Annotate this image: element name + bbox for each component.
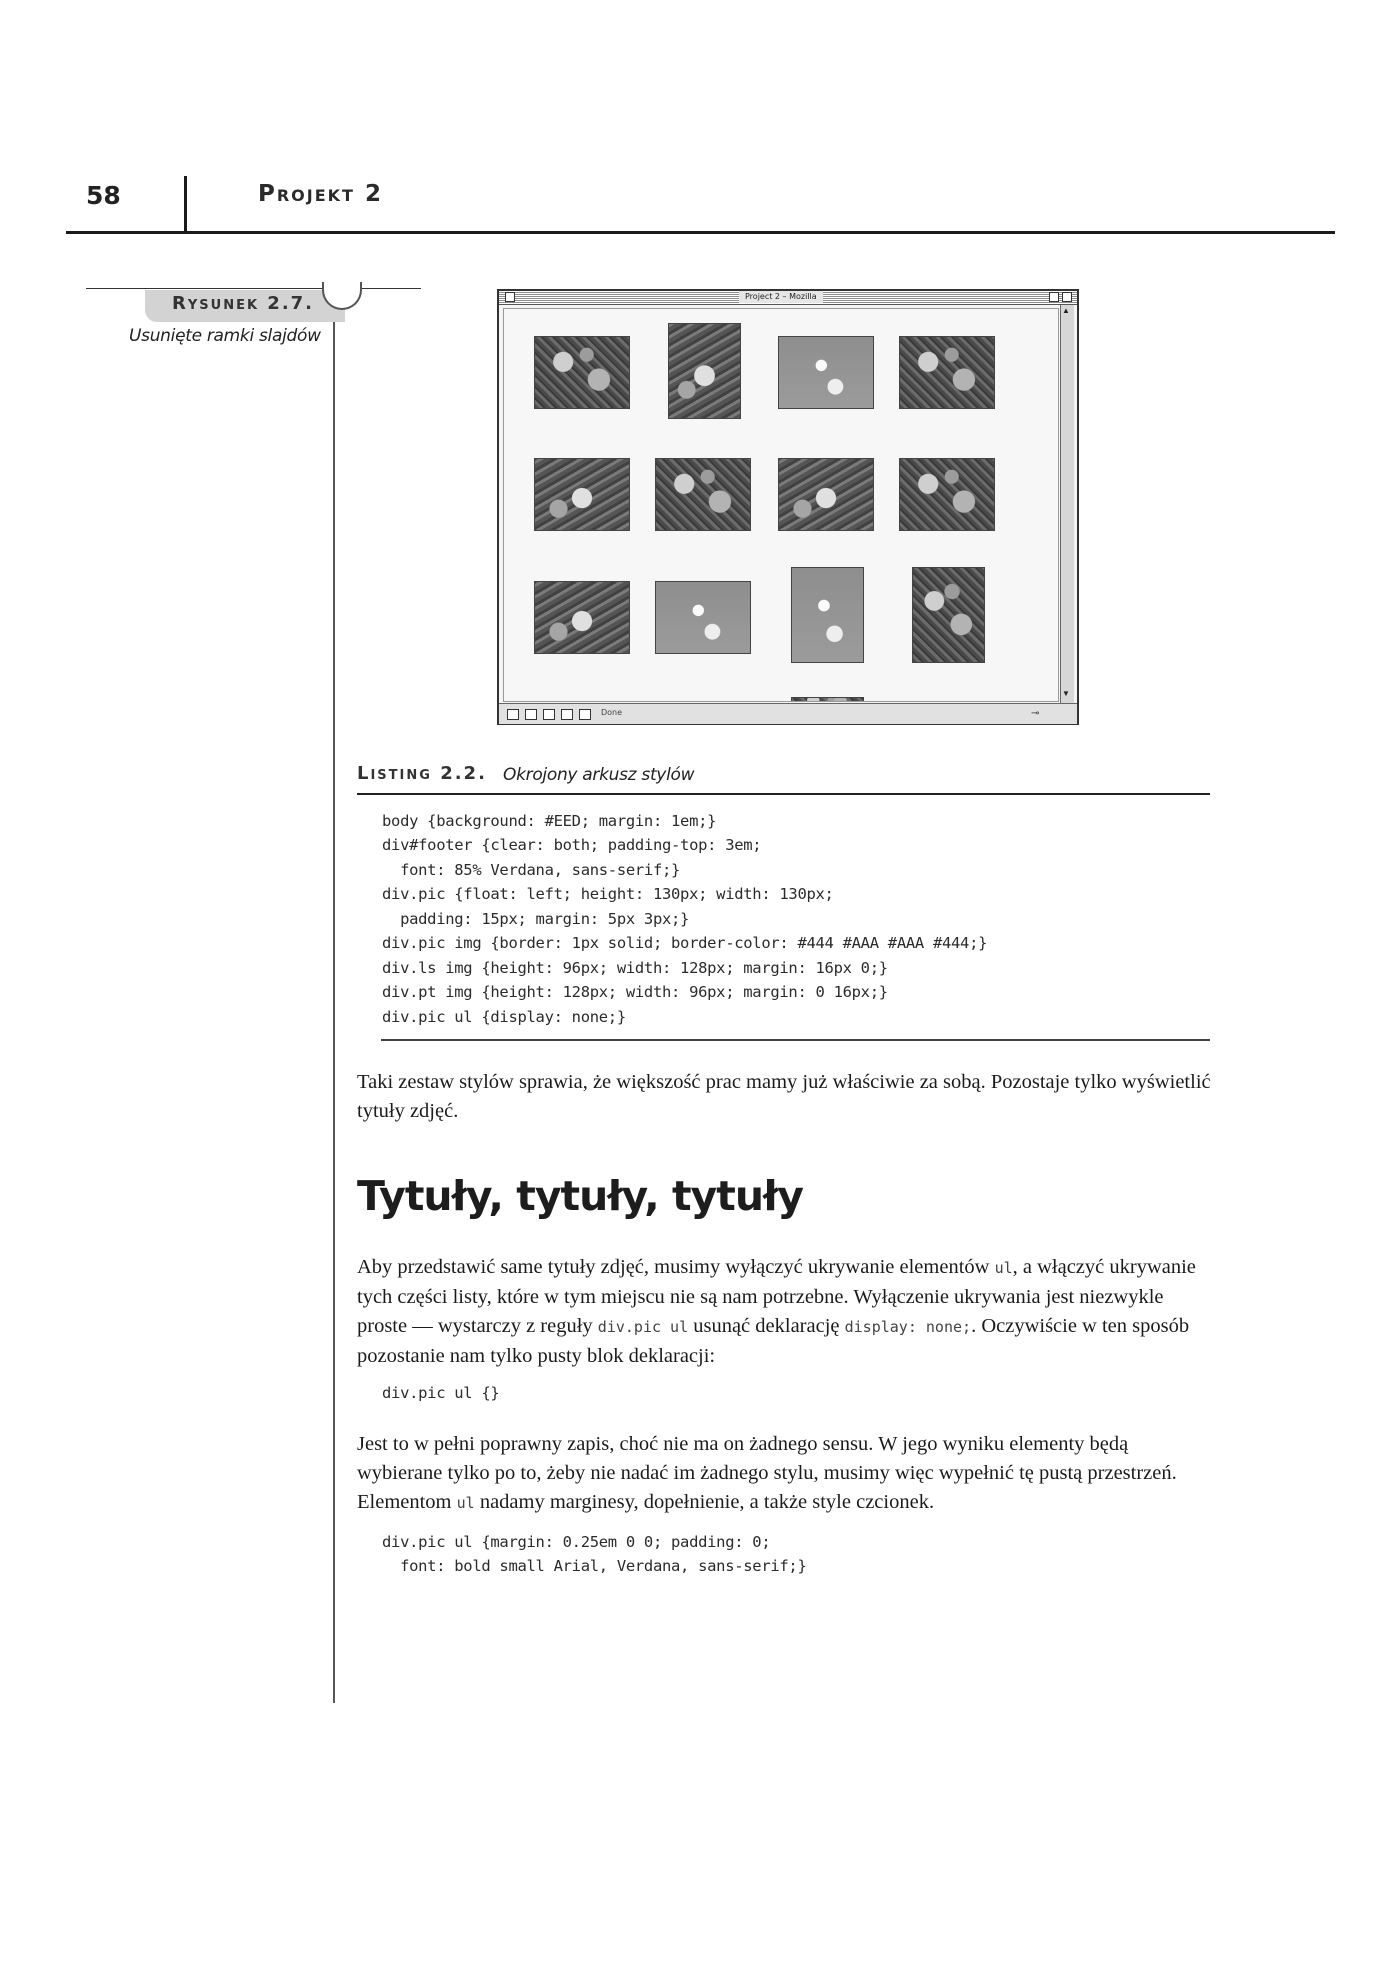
paragraph-text: Aby przedstawić same tytuły zdjęć, musimy wyłączyć ukrywanie elementów (357, 1256, 995, 1278)
inline-code: div.pic ul (597, 1318, 689, 1336)
code-line: div.pic ul {} (382, 1384, 500, 1402)
paragraph-text: Jest to w pełni poprawny zapis, choć nie ma on żadnego sensu. W jego wyniku elementy będą wybierane tylko po to, żeby nie nadać im żadnego stylu, musimy więc wypełnić tę pustą przestrzeń. Elementom (357, 1433, 1177, 1513)
inline-code: ul (994, 1259, 1013, 1277)
code-line: padding: 15px; margin: 5px 3px;} (382, 910, 690, 928)
paragraph-text: nadamy marginesy, dopełnienie, a także style czcionek. (474, 1491, 935, 1513)
figure-caption: Usunięte ramki slajdów (129, 326, 321, 346)
photo-thumbnail (899, 336, 995, 409)
scroll-up-arrow-icon: ▲ (1062, 306, 1070, 315)
window-titlebar (499, 291, 1077, 305)
window-scrollbar (1060, 305, 1074, 703)
paragraph-text: Taki zestaw stylów sprawia, że większość prac mamy już właściwie za sobą. Pozostaje tylko wyświetlić tytuły zdjęć. (357, 1071, 1211, 1122)
collapse-box-icon (1062, 292, 1072, 302)
section-heading: Tytuły, tytuły, tytuły (357, 1172, 803, 1220)
window-content (503, 308, 1059, 702)
photo-thumbnail (778, 336, 874, 409)
window-statusbar (499, 703, 1077, 724)
code-line: div.pic img {border: 1px solid; border-color: #444 #AAA #AAA #444;} (382, 934, 988, 952)
photo-thumbnail (534, 336, 630, 409)
paragraph-text: . Oczywiście w ten sposób pozostanie nam tylko pusty blok deklaracji: (357, 1315, 1190, 1367)
scroll-down-arrow-icon: ▼ (1062, 689, 1070, 698)
status-text: Done (601, 708, 623, 717)
listing-title: Okrojony arkusz stylów (503, 765, 695, 785)
code-line: div.pt img {height: 128px; width: 96px; margin: 0 16px;} (382, 983, 888, 1001)
photo-thumbnail (534, 581, 630, 654)
status-bar-icon (561, 709, 573, 720)
photo-thumbnail (899, 458, 995, 531)
photo-thumbnail (778, 458, 874, 531)
paragraph-text: , a włączyć ukrywanie tych części listy, które w tym miejscu nie są nam potrzebne. Wyłączenie ukrywania jest niezwykle proste — wystarczy z reguły (357, 1256, 1196, 1337)
figure-label: Rysunek 2.7. (172, 293, 315, 314)
figure-label-rule (86, 288, 421, 289)
status-bar-icon (579, 709, 591, 720)
inline-code: display: none; (844, 1318, 972, 1336)
paragraph (357, 1430, 1217, 1518)
photo-thumbnail (655, 458, 751, 531)
status-bar-icon (543, 709, 555, 720)
photo-thumbnail (791, 567, 864, 663)
margin-vertical-rule (333, 283, 335, 1703)
listing-bottom-rule (381, 1039, 1210, 1041)
code-line: div.ls img {height: 96px; width: 128px; margin: 16px 0;} (382, 959, 888, 977)
browser-window-screenshot (497, 289, 1079, 725)
page-number: 58 (86, 181, 121, 210)
code-line: div#footer {clear: both; padding-top: 3em; (382, 836, 762, 854)
header-divider-tick (184, 176, 187, 232)
code-line: div.pic ul {margin: 0.25em 0 0; padding: 0; (382, 1533, 771, 1551)
close-box-icon (505, 292, 515, 302)
photo-thumbnail (912, 567, 985, 663)
lock-icon: ⊸ (1031, 708, 1040, 719)
listing-label: Listing 2.2. (357, 763, 487, 784)
status-bar-icon (525, 709, 537, 720)
zoom-box-icon (1049, 292, 1059, 302)
listing-top-rule (357, 793, 1210, 795)
code-line: font: bold small Arial, Verdana, sans-serif;} (382, 1557, 807, 1575)
code-line: font: 85% Verdana, sans-serif;} (382, 861, 681, 879)
status-bar-icon (507, 709, 519, 720)
photo-thumbnail (791, 697, 864, 702)
paragraph (357, 1253, 1217, 1371)
paragraph-text: usunąć deklarację (688, 1315, 845, 1337)
photo-thumbnail (655, 581, 751, 654)
photo-thumbnail (534, 458, 630, 531)
window-title: Project 2 – Mozilla (739, 291, 823, 303)
code-line: body {background: #EED; margin: 1em;} (382, 812, 717, 830)
code-line: div.pic {float: left; height: 130px; width: 130px; (382, 885, 834, 903)
inline-code: ul (456, 1494, 475, 1512)
code-line: div.pic ul {display: none;} (382, 1008, 626, 1026)
header-rule (66, 231, 1335, 234)
photo-thumbnail (668, 323, 741, 419)
running-title: Projekt 2 (258, 181, 383, 207)
paragraph (357, 1068, 1217, 1126)
